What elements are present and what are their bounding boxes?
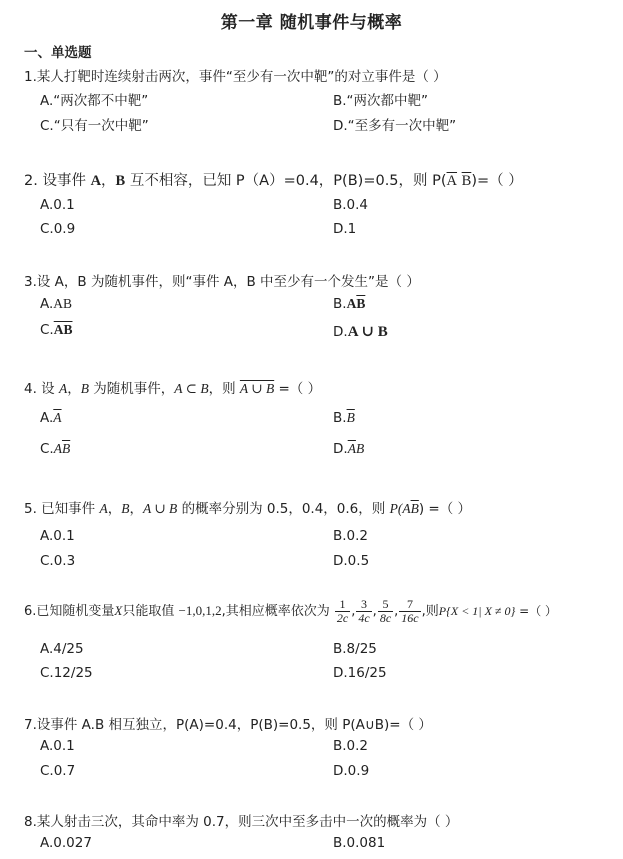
question-3-option-b: $B.A\overline{B}$ [333, 296, 366, 312]
question-1-option-b: B.“两次都中靶” [333, 93, 429, 109]
fraction-4: $\frac{7}{16c}$ [401, 597, 419, 625]
question-4-option-c: $C.A\overline{B}$ [40, 441, 71, 457]
question-6-option-d: D.16/25 [333, 665, 387, 681]
question-7-option-a: A.0.1 [40, 738, 75, 754]
section-heading: 一、单选题 [24, 45, 92, 61]
question-5-option-d: D.0.5 [333, 553, 370, 569]
question-1-option-c: C.“只有一次中靶” [40, 118, 149, 134]
question-6-option-b: B.8/25 [333, 641, 377, 657]
question-7-option-c: C.0.7 [40, 763, 76, 779]
question-4-option-d: $D.\overline{A}B$ [333, 441, 365, 457]
question-3-option-d: D.A ∪ B [333, 324, 388, 340]
fraction-1: $\frac{1}{2c}$ [336, 597, 349, 625]
question-4-option-b: $B.\overline{B}$ [333, 410, 355, 426]
question-6-option-c: C.12/25 [40, 665, 93, 681]
question-5-option-b: B.0.2 [333, 528, 369, 544]
question-8-option-a: A.0.027 [40, 835, 92, 851]
question-1-option-d: D.“至多有一次中靶” [333, 118, 457, 134]
question-1-stem: 1.某人打靶时连续射击两次，事件“至少有一次中靶”的对立事件是（ ） [24, 69, 447, 85]
question-5-option-a: A.0.1 [40, 528, 75, 544]
question-2-option-a: A.0.1 [40, 197, 75, 213]
question-3-stem: 3.设 A，B 为随机事件，则“事件 A，B 中至少有一个发生”是（ ） [24, 274, 420, 290]
page-title: 第一章 随机事件与概率 [220, 13, 403, 33]
question-8-stem: 8.某人射击三次，其命中率为 0.7，则三次中至多击中一次的概率为（ ） [24, 814, 459, 830]
question-6-option-a: A.4/25 [40, 641, 84, 657]
question-6-stem: 6.已知随机变量X只能取值 −1,0,1,2,其相应概率依次为 $\frac{1}{2c}$ , $\frac{3}{4c}$ , $\frac{5}{8c}$ , $\frac{7}{16c}$ ,则P{X < 1| X ≠ 0} =（ ） [24, 597, 558, 625]
fraction-2: $\frac{3}{4c}$ [358, 597, 370, 625]
question-3-option-c: $C.\overline{AB}$ [40, 322, 73, 338]
question-7-stem: 7.设事件 A.B 相互独立，P(A)=0.4，P(B)=0.5，则 P(A∪B)=（ ） [24, 717, 432, 733]
question-2-option-c: C.0.9 [40, 221, 76, 237]
question-8-option-b: B.0.081 [333, 835, 386, 851]
question-2-option-d: D.1 [333, 221, 357, 237]
question-5-stem: 5. 已知事件 A，B，A ∪ B 的概率分别为 0.5，0.4，0.6，则 $P(A\overline{B})$ =（ ） [24, 501, 471, 517]
fraction-3: $\frac{5}{8c}$ [379, 597, 392, 625]
question-4-option-a: $A.\overline{A}$ [40, 410, 62, 426]
question-3-option-a: A.AB [40, 296, 73, 312]
question-1-option-a: A.“两次都不中靶” [40, 93, 149, 109]
question-7-option-d: D.0.9 [333, 763, 370, 779]
question-2-option-b: B.0.4 [333, 197, 369, 213]
question-2-stem: 2. 设事件 A，B 互不相容，已知 P（A）=0.4，P(B)=0.5，则 $P(\overline{A}$ $\overline{B})=$（ ） [24, 173, 523, 189]
question-4-stem: 4. 设 A，B 为随机事件，A ⊂ B，则 A ∪ B =（ ） [24, 381, 322, 397]
question-7-option-b: B.0.2 [333, 738, 369, 754]
question-5-option-c: C.0.3 [40, 553, 76, 569]
